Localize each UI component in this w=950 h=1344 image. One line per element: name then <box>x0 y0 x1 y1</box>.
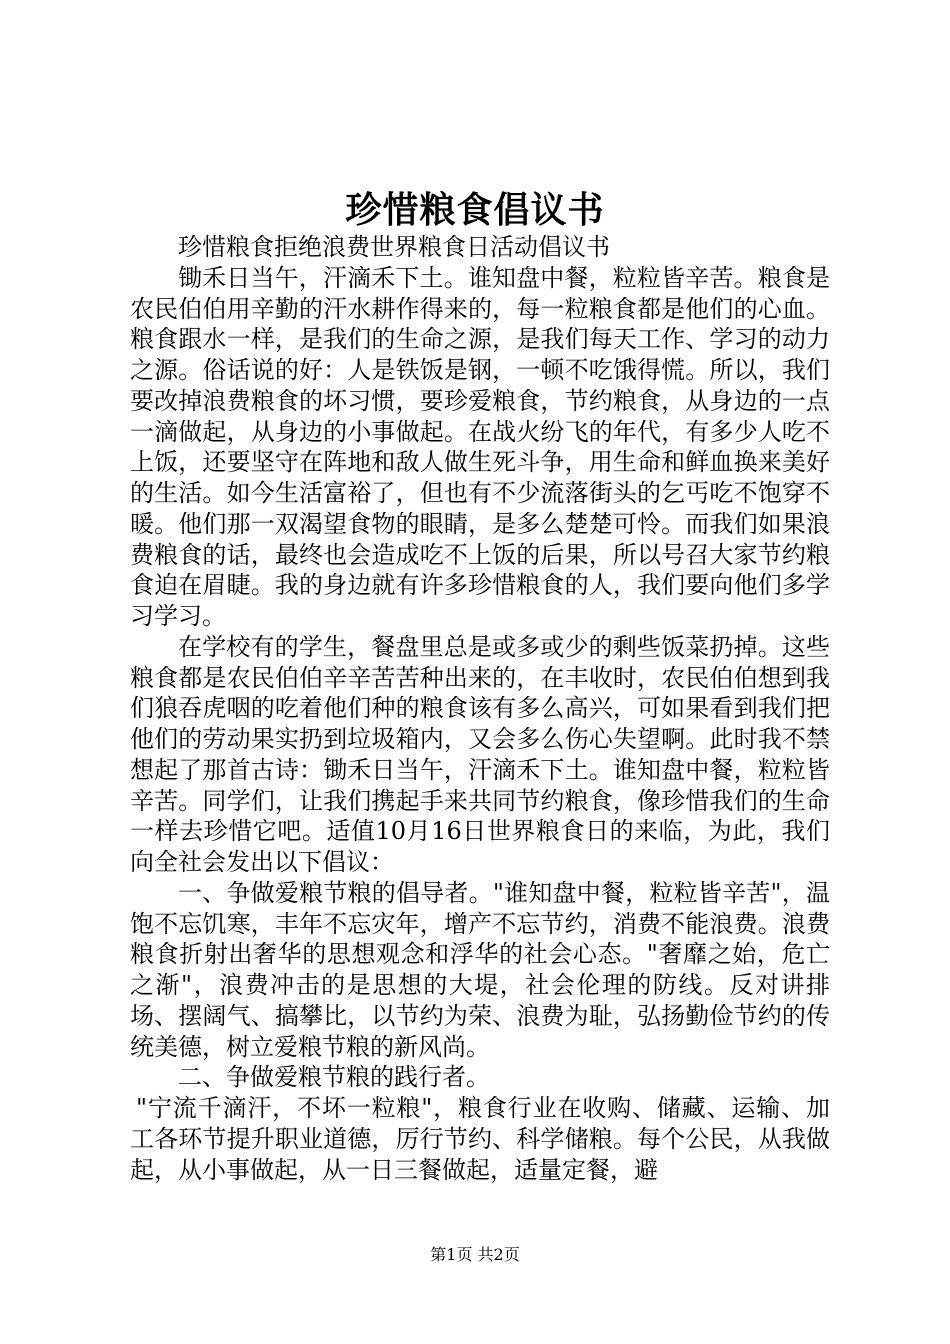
paragraph: 锄禾日当午，汗滴禾下土。谁知盘中餐，粒粒皆辛苦。粮食是农民伯伯用辛勤的汗水耕作得来的，每一粒粮食都是他们的心血。粮食跟水一样，是我们的生命之源，是我们每天工作、学习的动力之源。俗话说的好：人是铁饭是钢，一顿不吃饿得慌。所以，我们要改掉浪费粮食的坏习惯，要珍爱粮食，节约粮食，从身边的一点一滴做起，从身边的小事做起。在战火纷飞的年代，有多少人吃不上饭，还要坚守在阵地和敌人做生死斗争，用生命和鲜血换来美好的生活。如今生活富裕了，但也有不少流落街头的乞丐吃不饱穿不暖。他们那一双渴望食物的眼睛，是多么楚楚可怜。而我们如果浪费粮食的话，最终也会造成吃不上饭的后果，所以号召大家节约粮食迫在眉睫。我的身边就有许多珍惜粮食的人，我们要向他们多学习学习。 <box>130 263 830 630</box>
page-footer: 第1页 共2页 <box>430 1245 520 1264</box>
paragraph-no-indent: "宁流千滴汗，不坏一粒粮"，粮食行业在收购、储藏、运输、加工各环节提升职业道德，厉行节约、科学储粮。每个公民，从我做起，从小事做起，从一日三餐做起，适量定餐，避 <box>130 1094 830 1184</box>
document-subtitle: 珍惜粮食拒绝浪费世界粮食日活动倡议书 <box>178 233 610 261</box>
paragraph: 二、争做爱粮节粮的践行者。 <box>178 1063 490 1092</box>
document-body <box>130 232 830 1185</box>
document-title: 珍惜粮食倡议书 <box>345 189 605 231</box>
paragraph: 在学校有的学生，餐盘里总是或多或少的剩些饭菜扔掉。这些粮食都是农民伯伯辛辛苦苦种出来的，在丰收时，农民伯伯想到我们狼吞虎咽的吃着他们种的粮食该有多么高兴，可如果看到我们把他们的劳动果实扔到垃圾箱内，又会多么伤心失望啊。此时我不禁想起了那首古诗：锄禾日当午，汗滴禾下土。谁知盘中餐，粒粒皆辛苦。同学们，让我们携起手来共同节约粮食，像珍惜我们的生命一样去珍惜它吧。适值10月16日世界粮食日的来临，为此，我们向全社会发出以下倡议： <box>130 632 830 876</box>
paragraph: 一、争做爱粮节粮的倡导者。"谁知盘中餐，粒粒皆辛苦"，温饱不忘饥寒，丰年不忘灾年，增产不忘节约，消费不能浪费。浪费粮食折射出奢华的思想观念和浮华的社会心态。"奢靡之始，危亡之渐"，浪费冲击的是思想的大堤，社会伦理的防线。反对讲排场、摆阔气、搞攀比，以节约为荣、浪费为耻，弘扬勤俭节约的传统美德，树立爱粮节粮的新风尚。 <box>130 878 830 1061</box>
